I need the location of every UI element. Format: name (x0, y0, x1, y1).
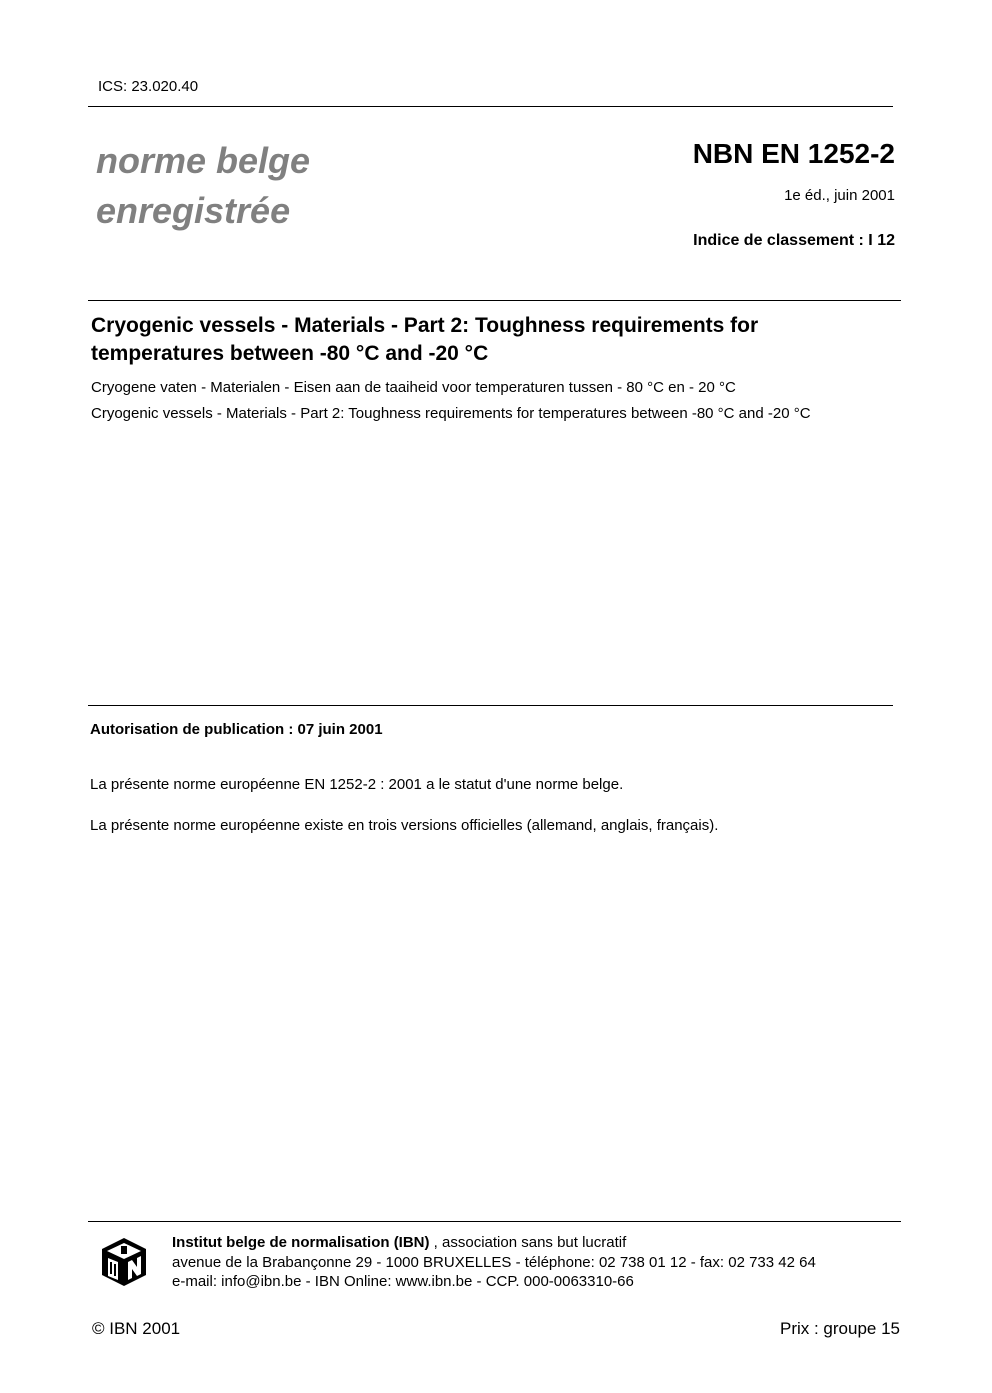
price-group: Prix : groupe 15 (779, 1319, 900, 1338)
institute-address: avenue de la Brabançonne 29 - 1000 BRUXELLES - téléphone: 02 738 01 12 - fax: 02 733 42 64 (172, 1254, 816, 1271)
brand-line-1: norme belge (96, 140, 311, 181)
publication-authorisation: Autorisation de publication : 07 juin 2001 (90, 721, 383, 738)
institute-line (172, 1233, 626, 1253)
edition-date: 1e éd., juin 2001 (784, 187, 895, 204)
ibn-logo-icon (99, 1236, 149, 1288)
classification-index: Indice de classement : I 12 (693, 232, 895, 249)
footer-divider (88, 1221, 901, 1222)
brand-title (96, 136, 310, 236)
versions-paragraph: La présente norme européenne existe en trois versions officielles (allemand, anglais, français). (90, 817, 719, 834)
publication-divider (88, 705, 893, 706)
status-paragraph: La présente norme européenne EN 1252-2 : 2001 a le statut d'une norme belge. (90, 776, 624, 793)
institute-name: Institut belge de normalisation (IBN) (172, 1234, 430, 1251)
title-line-2: temperatures between -80 °C and -20 °C (91, 342, 489, 365)
header-divider (88, 106, 893, 107)
title-divider (88, 300, 901, 301)
ics-code: ICS: 23.020.40 (98, 78, 199, 95)
title-english: Cryogenic vessels - Materials - Part 2: Toughness requirements for temperatures between -80 °C and -20 °C (91, 405, 811, 422)
title-line-1: Cryogenic vessels - Materials - Part 2: Toughness requirements for (91, 314, 759, 337)
brand-line-2: enregistrée (96, 190, 291, 231)
document-title (91, 312, 891, 368)
institute-contact: e-mail: info@ibn.be - IBN Online: www.ibn.be - CCP. 000-0063310-66 (172, 1273, 634, 1290)
standard-number: NBN EN 1252-2 (692, 138, 895, 169)
institute-suffix: , association sans but lucratif (429, 1234, 627, 1251)
title-dutch: Cryogene vaten - Materialen - Eisen aan de taaiheid voor temperaturen tussen - 80 °C en - 20 °C (91, 379, 736, 396)
copyright: © IBN 2001 (92, 1319, 181, 1338)
